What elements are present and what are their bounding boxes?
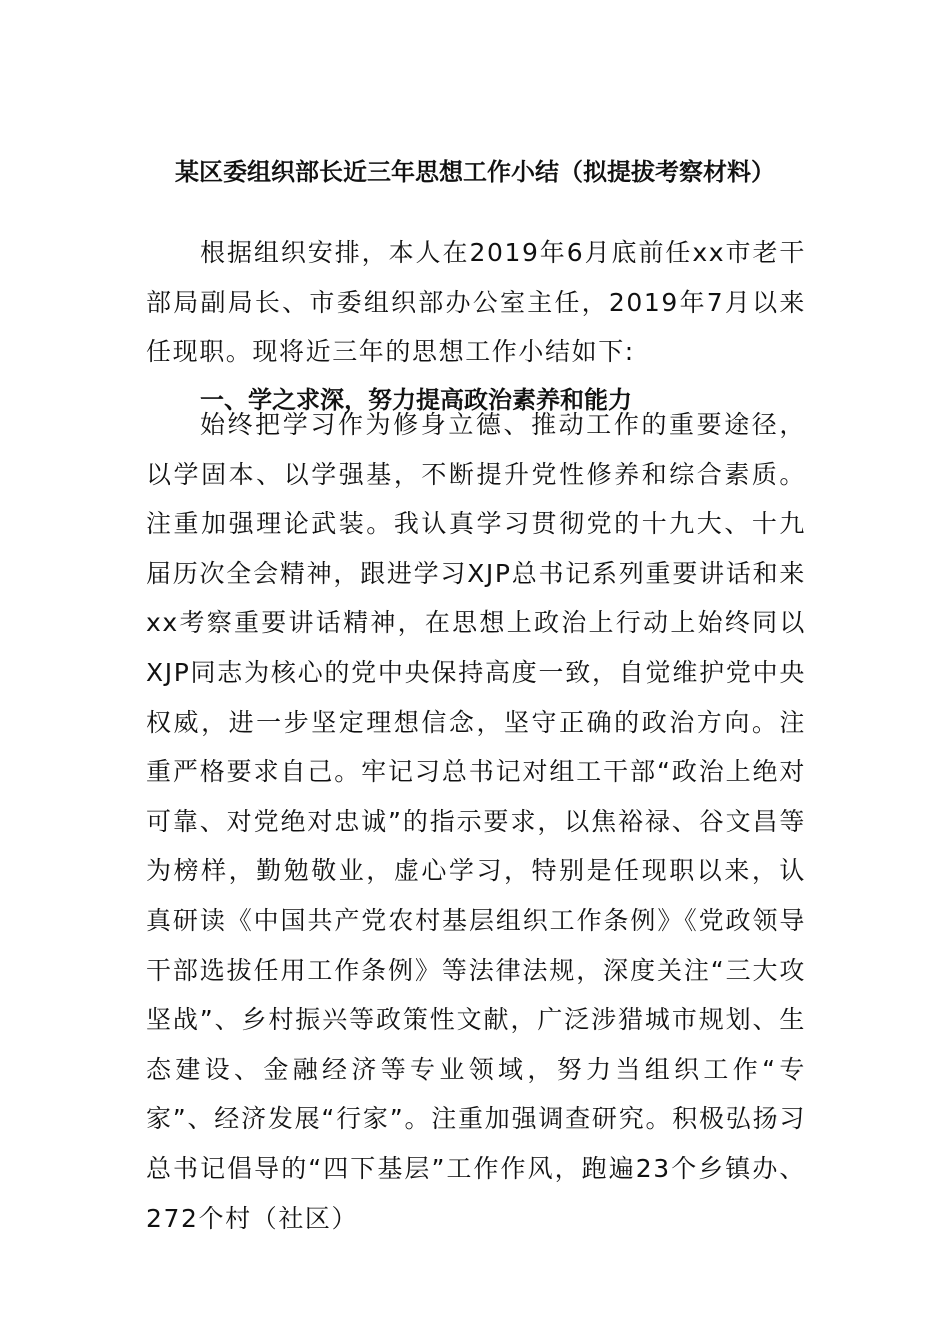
intro-paragraph: 根据组织安排，本人在2019年6月底前任xx市老干部局副局长、市委组织部办公室主任，2019年7月以来任现职。现将近三年的思想工作小结如下: <box>146 238 806 367</box>
document-title: 某区委组织部长近三年思想工作小结（拟提拔考察材料） <box>175 157 775 186</box>
section-1-heading: 一、学之求深，努力提高政治素养和能力 <box>200 386 632 414</box>
section-1-paragraph: 始终把学习作为修身立德、推动工作的重要途径，以学固本、以学强基，不断提升党性修养和综合素质。注重加强理论武装。我认真学习贯彻党的十九大、十九届历次全会精神，跟进学习XJP总书记系列重要讲话和来xx考察重要讲话精神，在思想上政治上行动上始终同以XJP同志为核心的党中央保持高度一致，自觉维护党中央权威，进一步坚定理想信念，坚守正确的政治方向。注重严格要求自己。牢记习总书记对组工干部“政治上绝对可靠、对党绝对忠诚”的指示要求，以焦裕禄、谷文昌等为榜样，勤勉敬业，虚心学习，特别是任现职以来，认真研读《中国共产党农村基层组织工作条例》《党政领导干部选拔任用工作条例》等法律法规，深度关注“三大攻坚战”、乡村振兴等政策性文献，广泛涉猎城市规划、生态建设、金融经济等专业领域，努力当组织工作“专家”、经济发展“行家”。注重加强调查研究。积极弘扬习总书记倡导的“四下基层”工作作风，跑遍23个乡镇办、272个村（社区） <box>146 410 806 1233</box>
